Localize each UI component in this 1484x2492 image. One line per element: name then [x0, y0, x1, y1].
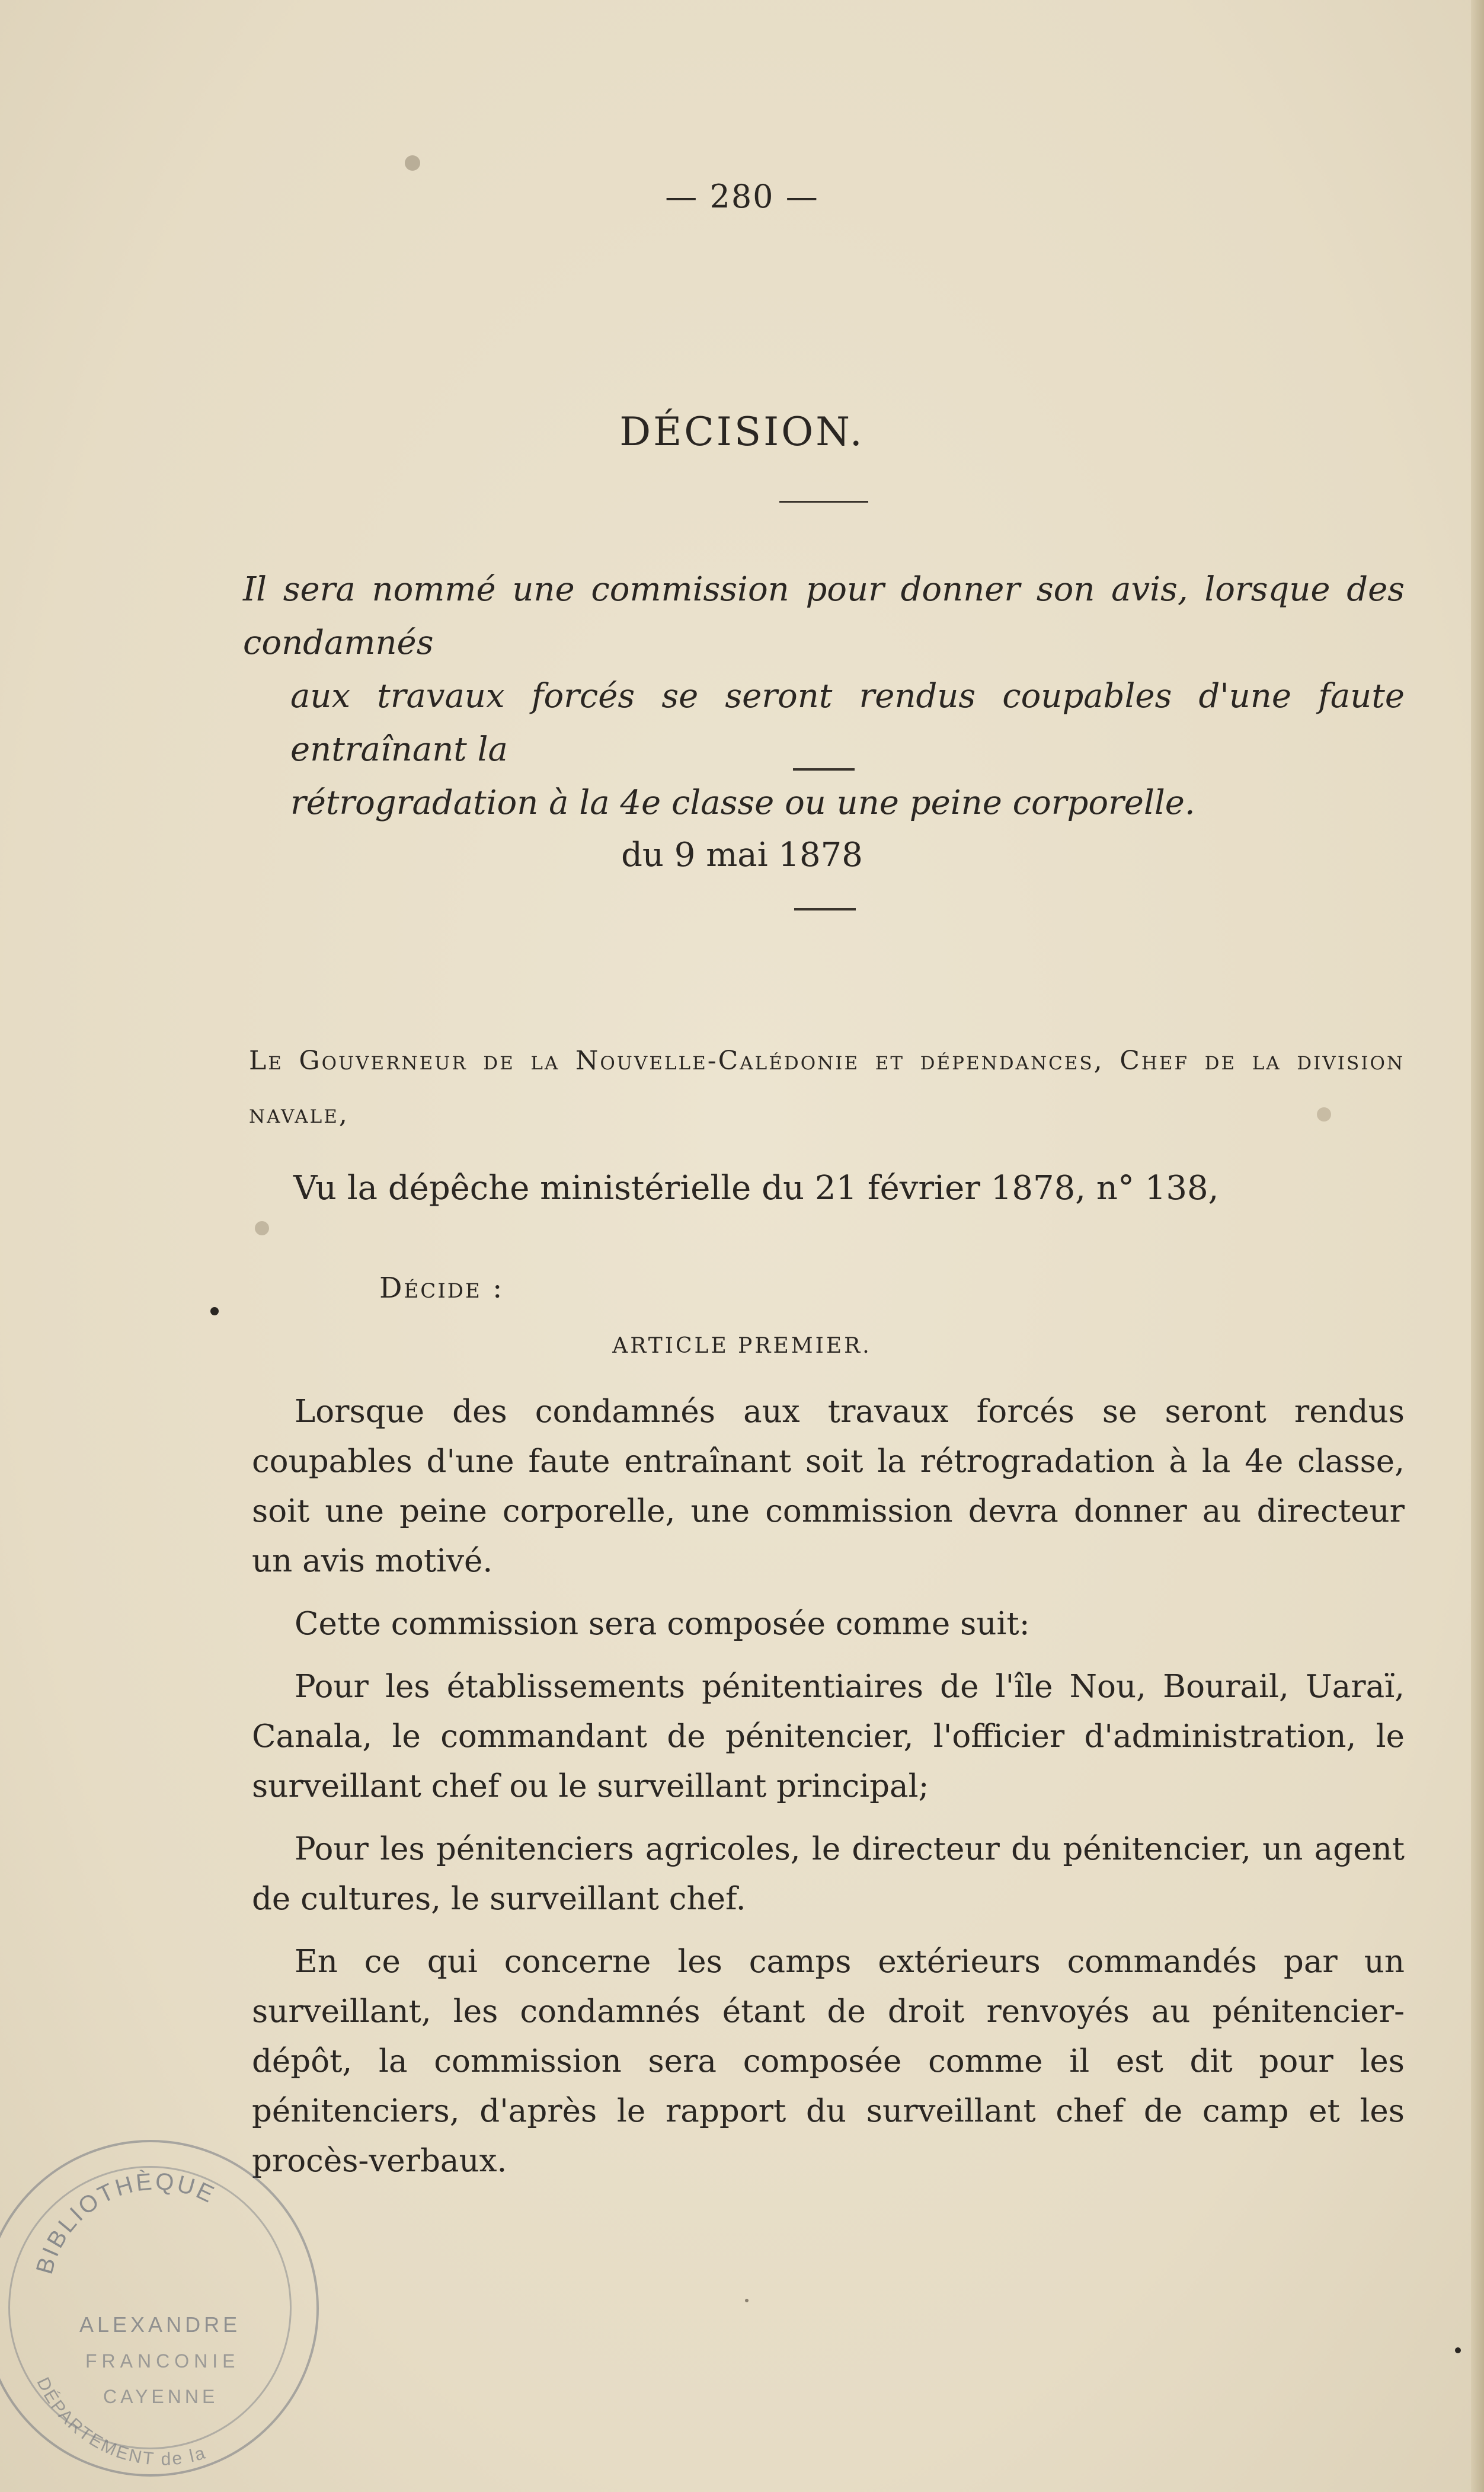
paper-speck — [405, 155, 420, 171]
summary-line: aux travaux forcés se seront rendus coupables d'une faute entraînant la — [290, 677, 1405, 769]
decision-date: du 9 mai 1878 — [621, 836, 863, 874]
summary-line: Il sera nommé une commission pour donner son avis, lorsque des condamnés — [243, 570, 1405, 662]
divider — [793, 768, 855, 771]
stamp-text-graphic — [0, 2142, 316, 2474]
preamble: Le Gouverneur de la Nouvelle-Calédonie et dépendances, Chef de la division navale, — [249, 1046, 1405, 1129]
summary-line: rétrogradation à la 4e classe ou une peine corporelle. — [290, 784, 1195, 822]
divider — [779, 501, 868, 503]
paper-speck — [255, 1221, 269, 1235]
stamp-line: ALEXANDRE — [79, 2312, 241, 2337]
paper-speck — [1317, 1107, 1331, 1122]
paper-speck — [1455, 2347, 1461, 2353]
svg-text:BIBLIOTHÈQUE — [31, 2168, 220, 2277]
article-body — [252, 1387, 1405, 2199]
paragraph: Pour les pénitenciers agricoles, le directeur du pénitencier, un agent de cultures, le surveillant chef. — [252, 1831, 1405, 1917]
paragraph: Cette commission sera composée comme suit: — [295, 1606, 1030, 1642]
page-number: — 280 — — [665, 178, 819, 215]
stamp-line: CAYENNE — [103, 2386, 219, 2407]
vu-clause: Vu la dépêche ministérielle du 21 février 1878, n° 138, — [293, 1169, 1219, 1207]
stamp-line: FRANCONIE — [85, 2350, 240, 2372]
paper-speck — [745, 2299, 749, 2302]
decision-summary — [243, 563, 1405, 830]
library-stamp — [0, 2140, 319, 2477]
decide-heading: Décide : — [379, 1271, 504, 1305]
paragraph: Pour les établissements pénitentiaires de l'île Nou, Bourail, Uaraï, Canala, le commandant de pénitencier, l'officier d'administration, le surveillant chef ou le surveillant principal; — [252, 1669, 1405, 1804]
paragraph: En ce qui concerne les camps extérieurs commandés par un surveillant, les condamnés étant de droit renvoyés au pénitencier-dépôt, la commission sera composée comme il est dit pour les pénitenciers, d'après le rapport du surveillant chef de camp et les procès-verbaux. — [252, 1944, 1405, 2179]
divider — [794, 908, 856, 910]
article-heading: ARTICLE PREMIER. — [612, 1334, 872, 1358]
paragraph: Lorsque des condamnés aux travaux forcés se seront rendus coupables d'une faute entraînant soit la rétrogradation à la 4e classe, soit une peine corporelle, une commission devra donner au directeur un avis motivé. — [252, 1394, 1405, 1579]
page-edge — [1471, 0, 1484, 2492]
paper-speck — [210, 1307, 219, 1315]
stamp-line: BIBLIOTHÈQUE — [31, 2168, 220, 2277]
stamp-line: DÉPARTEMENT de la — [33, 2374, 209, 2469]
page-title: DÉCISION. — [619, 409, 865, 455]
